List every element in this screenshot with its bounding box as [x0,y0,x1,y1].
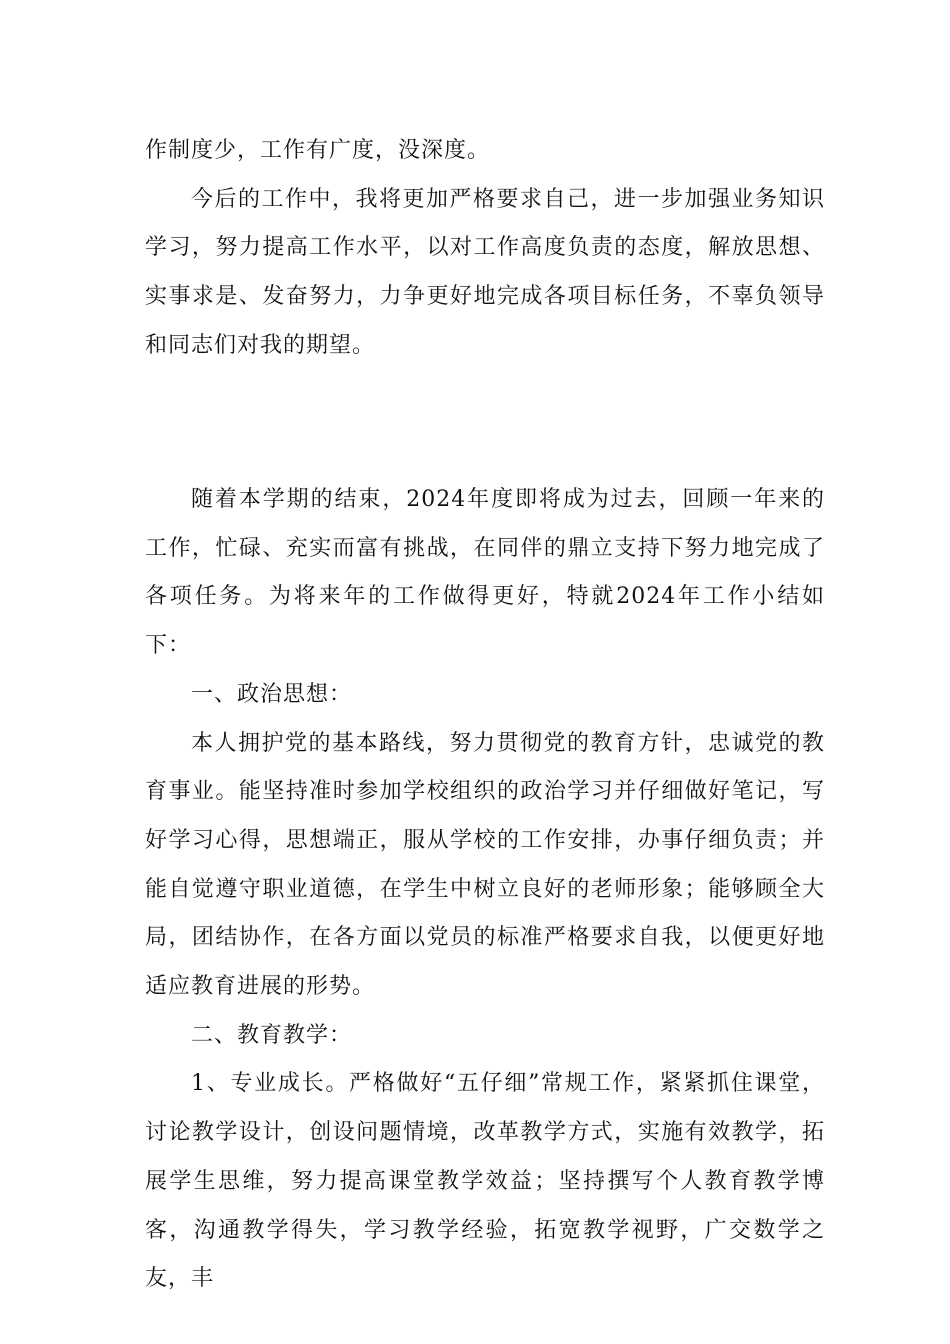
top-section [145,127,825,371]
future-work-paragraph: 今后的工作中，我将更加严格要求自己，进一步加强业务知识学习，努力提高工作水平，以对工作高度负责的态度，解放思想、实事求是、发奋努力，力争更好地完成各项目标任务，不辜负领导和同志们对我的期望。 [145,186,825,358]
professional-growth-paragraph: 1、专业成长。严格做好“五仔细”常规工作，紧紧抓住课堂，讨论教学设计，创设问题情境，改革教学方式，实施有效教学，拓展学生思维，努力提高课堂教学效益；坚持撰写个人教育教学博客，沟通教学得失，学习教学经验，拓宽教学视野，广交数学之友，丰 [145,1071,825,1292]
intro-paragraph: 随着本学期的结束，2024年度即将成为过去，回顾一年来的工作，忙碌、充实而富有挑战，在同伴的鼎立支持下努力地完成了各项任务。为将来年的工作做得更好，特就2024年工作小结如下： [145,487,825,659]
main-section [145,476,825,1304]
section-heading-teaching: 二、教育教学： [191,1022,353,1048]
continuation-paragraph: 作制度少，工作有广度，没深度。 [145,138,491,163]
section-heading-politics: 一、政治思想： [191,681,353,707]
politics-paragraph: 本人拥护党的基本路线，努力贯彻党的教育方针，忠诚党的教育事业。能坚持准时参加学校组织的政治学习并仔细做好笔记，写好学习心得，思想端正，服从学校的工作安排，办事仔细负责；并能自觉遵守职业道德，在学生中树立良好的老师形象；能够顾全大局，团结协作，在各方面以党员的标准严格要求自我，以便更好地适应教育进展的形势。 [145,730,825,1000]
